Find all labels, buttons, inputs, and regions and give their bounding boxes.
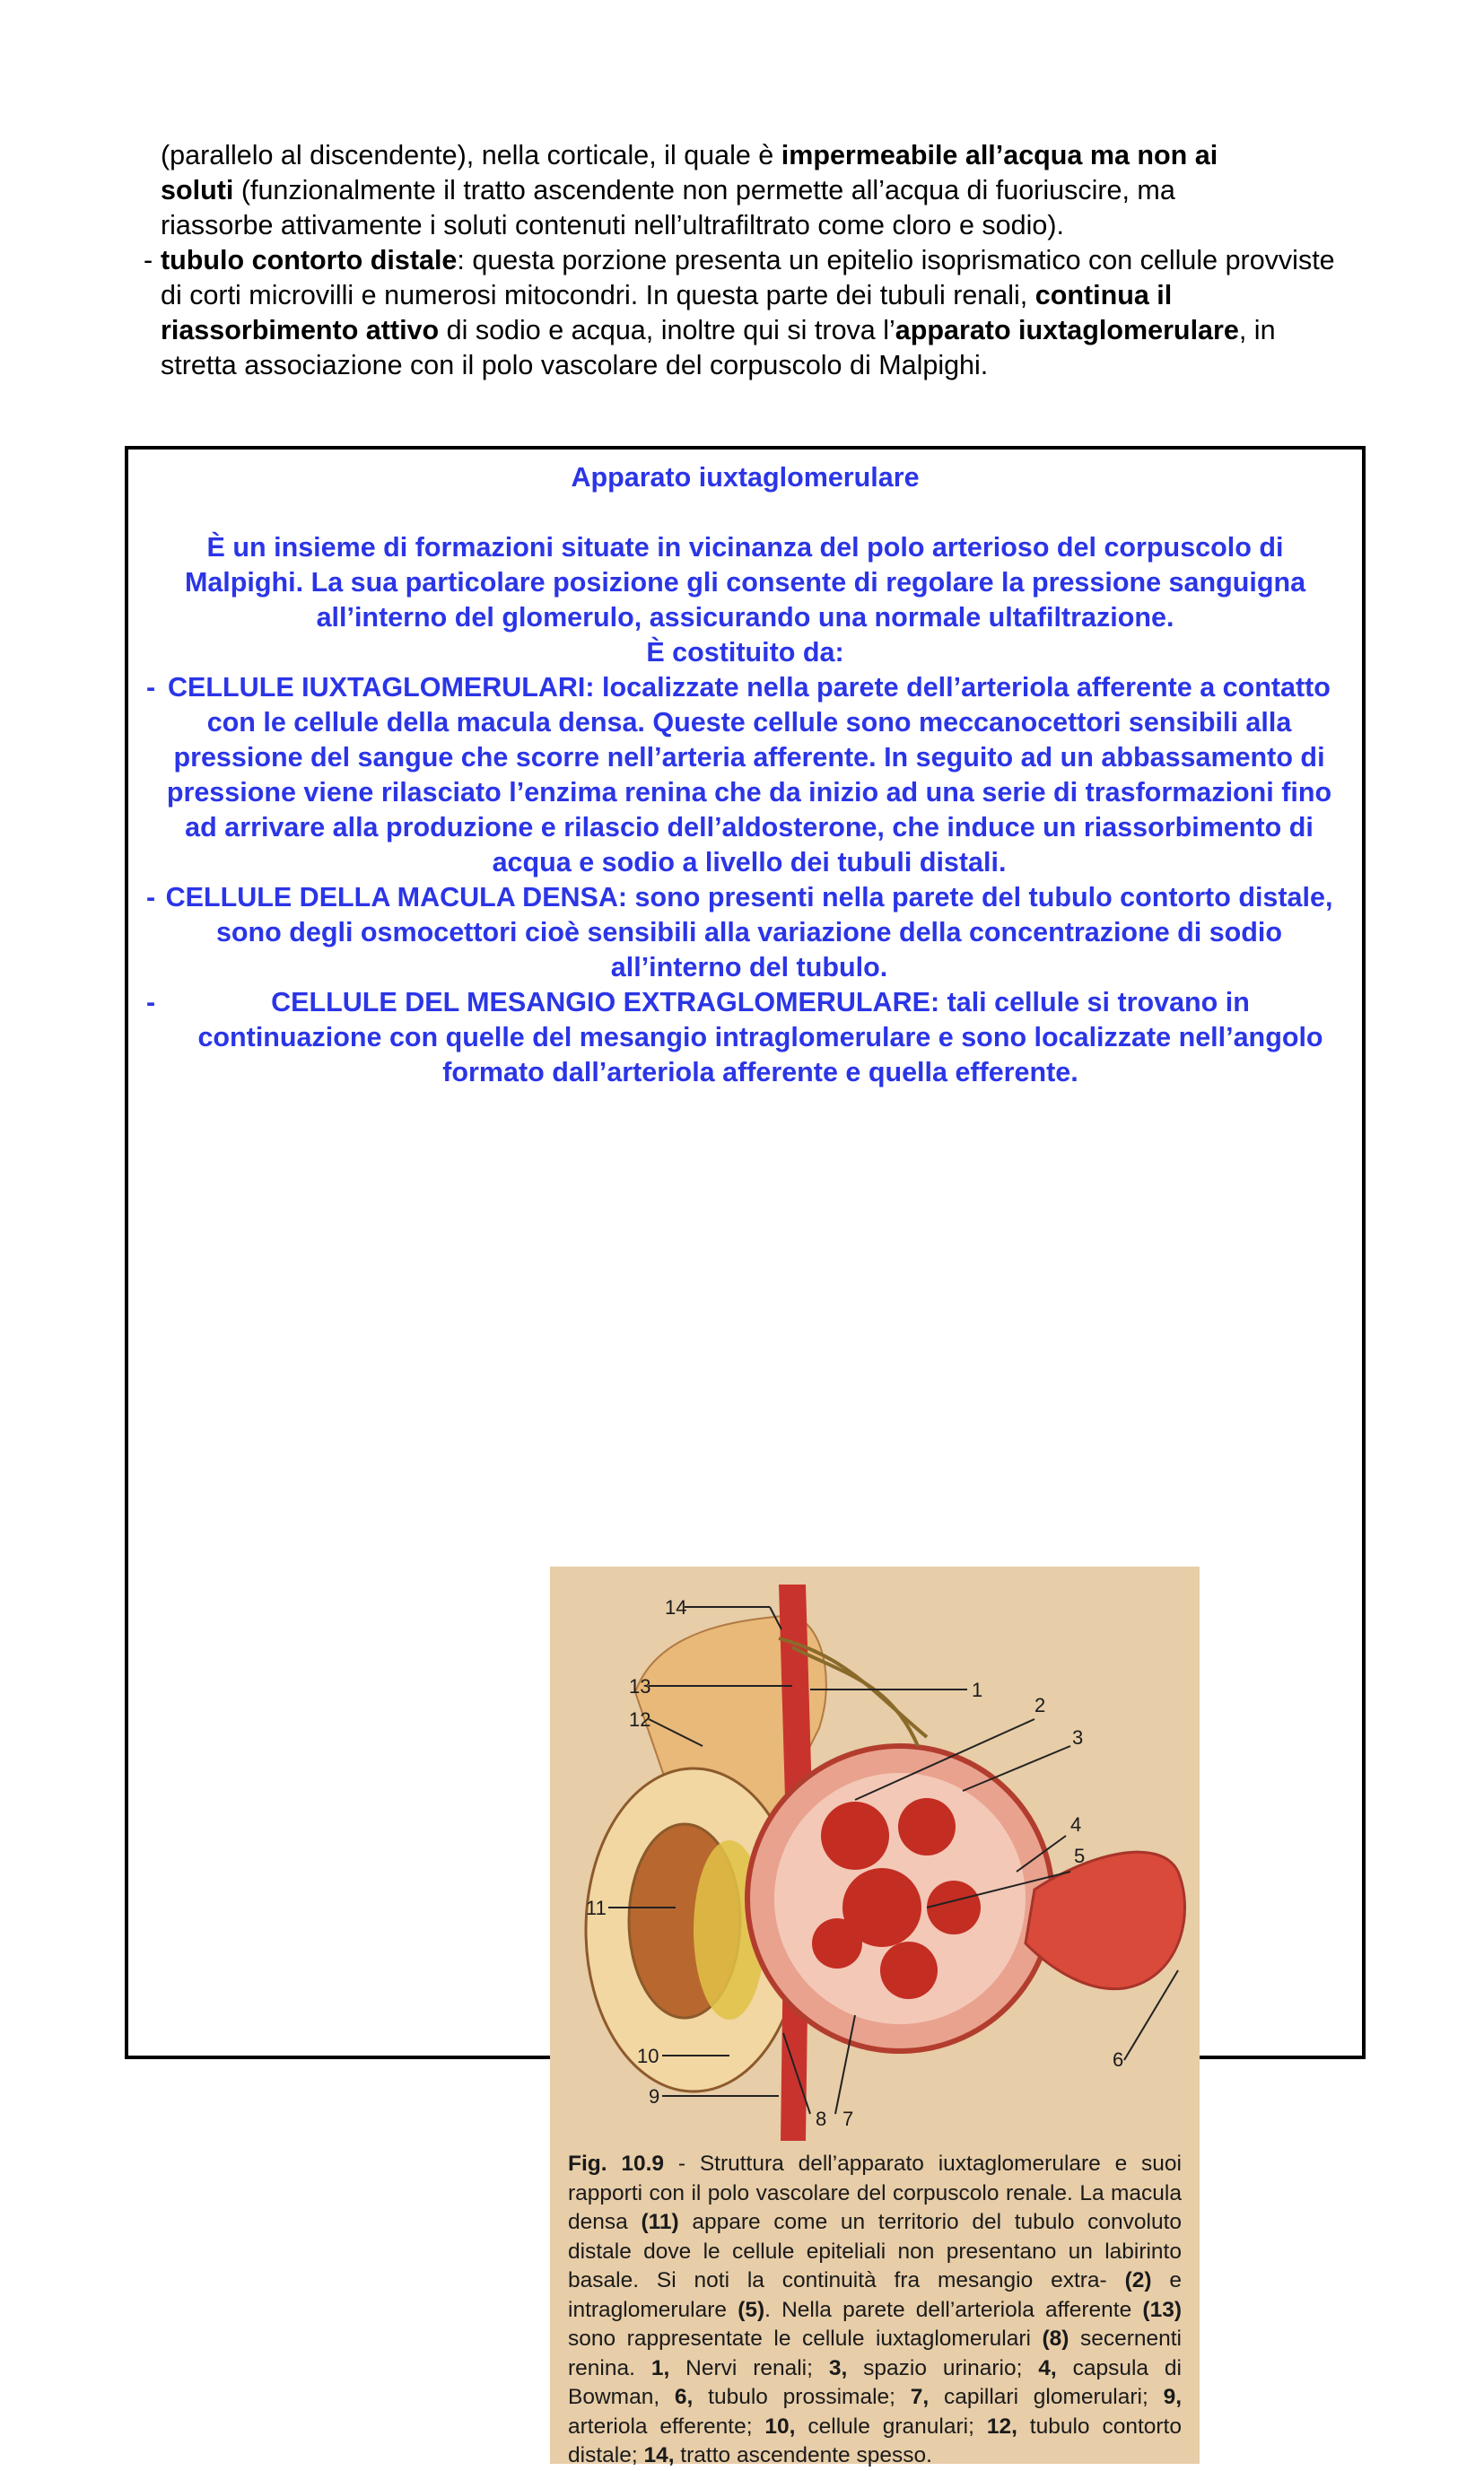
caption-text: Nervi renali; xyxy=(669,2355,829,2380)
caption-text: capsula di Bowman, xyxy=(568,2355,1182,2409)
figure-labels xyxy=(550,1567,1200,2141)
caption-text: secernenti renina. xyxy=(568,2327,1182,2380)
caption-text: sono rappresentate le cellule iuxtaglomerulari xyxy=(568,2327,1043,2351)
caption-text: arteriola efferente; xyxy=(568,2414,765,2439)
figure-label: 9 xyxy=(649,2085,660,2108)
bullet-text: CELLULE IUXTAGLOMERULARI: localizzate nella parete dell’arteriola afferente a contatto con le cellule della macula densa. Queste cellule sono meccanocettori sensibili alla pressione del sangue che scorre nell’arteria afferente. In seguito ad un abbassamento di pressione viene rilasciato l’enzima renina che da inizio ad una serie di trasformazioni fino ad arrivare alla produzione e rilascio dell’aldosterone, che induce un riassorbimento di acqua e sodio a livello dei tubuli distali. xyxy=(166,672,1332,878)
caption-text: e intraglomerulare xyxy=(568,2268,1183,2322)
figure-label: 8 xyxy=(816,2108,827,2130)
caption-fig-number: Fig. 10.9 xyxy=(568,2152,665,2176)
figure-label: 1 xyxy=(972,1679,983,1701)
intro-line-1 xyxy=(144,138,1346,173)
list-item-tubulo-distale xyxy=(144,243,1346,383)
box-paragraph: È un insieme di formazioni situate in vicinanza del polo arterioso del corpuscolo di Malpighi. La sua particolare posizione gli consente di regolare la pressione sanguigna all’interno del glomerulo, assicurando una normale ultafiltrazione. xyxy=(184,532,1306,633)
caption-text: spazio urinario; xyxy=(847,2355,1039,2380)
caption-ref: 14, xyxy=(643,2443,675,2467)
figure-label: 6 xyxy=(1113,2048,1124,2071)
text-run: (parallelo al discendente), nella corticale, il quale è xyxy=(161,140,781,170)
caption-ref: 1, xyxy=(650,2355,670,2380)
bullet-item xyxy=(128,880,1362,985)
caption-ref: 3, xyxy=(828,2355,848,2380)
caption-ref: 4, xyxy=(1038,2355,1057,2380)
bullet-dash: - xyxy=(146,672,156,703)
figure-label: 10 xyxy=(637,2045,659,2067)
caption-text: . Nella parete dell’arteriola afferente xyxy=(764,2297,1143,2322)
caption-text: - Struttura dell’apparato iuxtaglomerulare e suoi rapporti con il polo vascolare del corpuscolo renale. La macula densa xyxy=(568,2152,1182,2234)
text-run: , in stretta associazione con il polo vascolare del corpuscolo di Malpighi. xyxy=(161,315,1276,380)
caption-ref: (8) xyxy=(1042,2327,1069,2351)
bullet-text: CELLULE DELLA MACULA DENSA: sono presenti nella parete del tubulo contorto distale, sono degli osmocettori cioè sensibili alla variazione della concentrazione di sodio all’interno del tubulo. xyxy=(165,882,1333,982)
caption-text: tubulo contorto distale; xyxy=(568,2414,1182,2467)
figure-label: 13 xyxy=(629,1675,651,1698)
figure-label: 7 xyxy=(842,2108,854,2130)
intro-text xyxy=(144,138,1346,383)
bullet-item xyxy=(128,670,1362,880)
bold-run: apparato iuxtaglomerulare xyxy=(895,315,1239,345)
caption-text: tubulo prossimale; xyxy=(693,2385,911,2409)
caption-ref: 9, xyxy=(1163,2385,1183,2409)
caption-ref: (5) xyxy=(738,2297,765,2322)
bold-run: soluti xyxy=(161,175,234,205)
caption-ref: 7, xyxy=(910,2385,930,2409)
bold-run: tubulo contorto distale xyxy=(161,245,458,275)
figure-label: 3 xyxy=(1072,1726,1084,1749)
figure-label: 2 xyxy=(1034,1694,1046,1716)
caption-ref: (2) xyxy=(1124,2268,1152,2292)
caption-text: tratto ascendente spesso. xyxy=(674,2443,932,2467)
box-subheading: È costituito da: xyxy=(646,637,844,668)
text-run: (funzionalmente il tratto ascendente non permette all’acqua di fuoriuscire, ma xyxy=(233,175,1175,205)
bullet-dash: - xyxy=(146,882,156,912)
caption-ref: (11) xyxy=(641,2210,679,2234)
caption-ref: 6, xyxy=(674,2385,694,2409)
figure-caption xyxy=(568,2150,1182,2471)
caption-ref: 10, xyxy=(764,2414,796,2439)
info-box-text xyxy=(128,460,1362,1090)
intro-line-2 xyxy=(144,173,1346,208)
anatomy-figure xyxy=(550,1567,1200,2467)
caption-ref: (13) xyxy=(1142,2297,1182,2322)
text-run: di sodio e acqua, inoltre qui si trova l’ xyxy=(439,315,895,345)
bullet-item xyxy=(128,985,1362,1090)
info-box xyxy=(125,446,1366,2467)
figure-label: 4 xyxy=(1070,1813,1082,1836)
caption-text: cellule granulari; xyxy=(795,2414,987,2439)
list-dash: - xyxy=(144,245,153,275)
figure-label: 14 xyxy=(665,1596,687,1619)
figure-label: 11 xyxy=(586,1897,607,1919)
bold-run: continua il riassorbimento attivo xyxy=(161,280,1173,345)
bullet-dash: - xyxy=(146,987,156,1017)
caption-text: appare come un territorio del tubulo convoluto distale dove le cellule epiteliali non presentano un labirinto basale. Si noti la continuità fra mesangio extra- xyxy=(568,2210,1183,2292)
figure-label: 5 xyxy=(1074,1845,1086,1867)
caption-ref: 12, xyxy=(986,2414,1017,2439)
caption-text: capillari glomerulari; xyxy=(929,2385,1164,2409)
bullet-text: CELLULE DEL MESANGIO EXTRAGLOMERULARE: tali cellule si trovano in continuazione con quelle del mesangio intraglomerulare e sono localizzate nell’angolo formato dall’arteriola afferente e quella efferente. xyxy=(197,987,1323,1087)
intro-line-3: riassorbe attivamente i soluti contenuti nell’ultrafiltrato come cloro e sodio). xyxy=(161,210,1064,240)
text-run: : questa porzione presenta un epitelio isoprismatico con cellule provviste di corti microvilli e numerosi mitocondri. In questa parte dei tubuli renali, xyxy=(161,245,1335,310)
figure-label: 12 xyxy=(629,1708,651,1731)
box-title: Apparato iuxtaglomerulare xyxy=(571,462,920,493)
bold-run: impermeabile all’acqua ma non ai xyxy=(781,140,1218,170)
